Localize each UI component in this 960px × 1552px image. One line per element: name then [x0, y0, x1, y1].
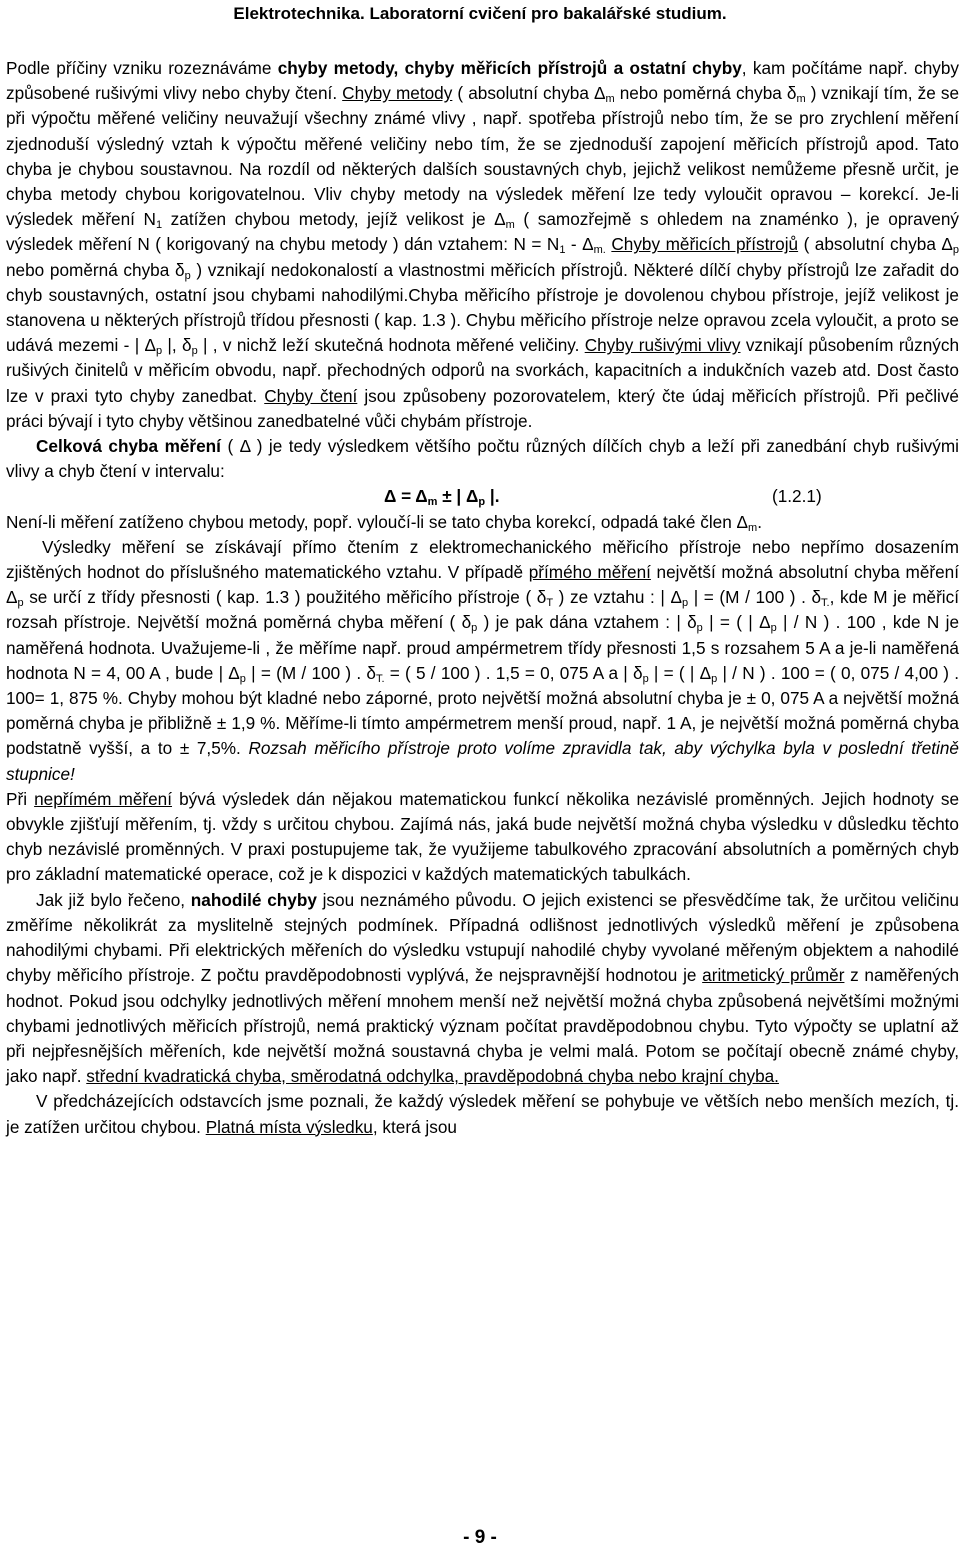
- underlined-term: nepřímém měření: [34, 788, 173, 809]
- subscript: T: [546, 597, 554, 610]
- subscript: T.: [821, 597, 830, 610]
- bold-term: nahodilé chyby: [190, 889, 317, 910]
- paragraph-5: Výsledky měření se získávají přímo čtením z elektromechanického měřicího přístroje nebo nepřímo dosazením zjištěných hodnot do příslušného matematického vztahu. V případě přímého měření největší možná absolutní chyba měření $\Delta_p$ se určí z třídy přesnosti ( kap. 1.3 ) použitého měřicího přístroje ( $\delta_T$ ) ze vztahu : | $\Delta_p$ | = (M / 100 ) . $\delta_{T.}$, kde M je měřicí rozsah přístroje. Největší možná poměrná chyba měření ( $\delta_p$ ) je pak dána vztahem : | $\delta_p$ | = ( | $\Delta_p$ | / N ) . 100 , kde N je naměřená hodnota. Uvažujeme-li , že měříme např. proud ampérmetrem třídy přesnosti 1,5 s rozsahem 5 A a je-li naměřená hodnota N = 4, 00 A , bude | $\Delta_p$ | = (M / 100 ) . $\delta_{T.}$ = ( 5 / 100 ) . 1,5 = 0, 075 A a | $\delta_p$ | = ( | $\Delta_p$ | / N ) . 100 = ( 0, 075 / 4,00 ) . 100= 1, 875 %. Chyby mohou být kladné nebo záporné, proto největší možná absolutní chyba je ± 0, 075 A a největší možná poměrná chyba je přibližně ± 1,9 %. Měříme-li tímto ampérmetrem menší proud, např. 1 A, je největší možná poměrná chyba podstatně vyšší, a to ± 7,5%. Rozsah měřicího přístroje proto volíme zpravidla tak, aby výchylka byla v poslední třetině stupnice!: [6, 536, 960, 784]
- subscript: p: [681, 597, 689, 610]
- subscript: m.: [593, 244, 606, 257]
- subscript: m: [605, 93, 615, 106]
- subscript: m: [748, 521, 758, 534]
- subscript: 1: [155, 219, 163, 232]
- subscript: m: [505, 219, 515, 232]
- italic-note: Rozsah měřicího přístroje proto volíme zpravidla tak, aby výchylka byla v poslední třetině stupnice!: [6, 738, 959, 784]
- paragraph-7: Jak již bylo řečeno, nahodilé chyby jsou neznámého původu. O jejich existenci se přesvědčíme tak, že určitou veličinu změříme několikrát za myslitelně stejných podmínek. Případná odlišnost jednotlivých výsledků měření je způsobena nahodilými chybami. Při elektrických měřeních do výsledku vstupují nahodilé chyby vyvolané měřeným objektem a nahodilé chyby měřicího přístroje. Z počtu pravděpodobnosti vyplývá, že nejspravnější hodnotou je aritmetický průměr z naměřených hodnot. Pokud jsou odchylky jednotlivých měření mnohem menší než největší možná chyba způsobená největšími možnými chybami jednotlivých měřicích přístrojů, nemá praktický význam počítat pravděpodobnou chybu. Tyto výpočty se uplatní až při nejpřesnějších měřeních, kde největší možná soustavná chyba je velmi malá. Potom se počítají obecně známé chyby, jako např. střední kvadratická chyba, směrodatná odchylka, pravděpodobná chyba nebo krajní chyba.: [6, 889, 960, 1087]
- subscript: p: [711, 672, 718, 685]
- subscript: p: [952, 244, 959, 257]
- underlined-term: přímého měření: [528, 562, 651, 583]
- running-header: Elektrotechnika. Laboratorní cvičení pro bakalářské studium.: [233, 4, 727, 23]
- subscript: 1: [559, 244, 566, 257]
- subscript: p: [184, 269, 191, 282]
- paragraph-4: Není-li měření zatíženo chybou metody, popř. vyloučí-li se tato chyba korekcí, odpadá také člen $\Delta_m$.: [6, 511, 762, 534]
- underlined-term: Platná místa výsledku: [205, 1116, 373, 1137]
- underlined-term: Chyby čtení: [264, 385, 358, 406]
- page-number: - 9 -: [463, 1527, 497, 1548]
- paragraph-6: Při nepřímém měření bývá výsledek dán nějakou matematickou funkcí několika nezávislé proměnných. Jejich hodnoty se obvykle zjišťují měřením, tj. vždy s určitou chybou. Zajímá nás, jaká bude největší možná chyba výsledku v důsledku těchto chyb nezávislé proměnných. V praxi postupujeme tak, že využijeme tabulkového zpracování absolutních a poměrných chyb pro základní matematické operace, což je k dispozici v každých matematických tabulkách.: [6, 788, 960, 885]
- bold-term: chyby metody, chyby měřicích přístrojů a ostatní chyby: [277, 58, 742, 78]
- underlined-term: aritmetický průměr: [702, 965, 845, 986]
- subscript: p: [770, 622, 777, 635]
- subscript: T.: [375, 672, 385, 685]
- subscript: p: [696, 622, 703, 635]
- subscript: p: [17, 597, 24, 610]
- document-body: [6, 56, 959, 1140]
- paragraph-2: Celková chyba měření ( Δ ) je tedy výsledkem většího počtu různých dílčích chyb a leží při zanedbání chyb rušivými vlivy a chyb čtení v intervalu:: [6, 436, 959, 482]
- underlined-term: Chyby měřicích přístrojů: [611, 234, 799, 255]
- subscript: m: [796, 93, 806, 106]
- subscript: p: [642, 672, 649, 685]
- bold-term: Celková chyba měření: [36, 436, 221, 457]
- equation-formula: $\Delta = \Delta_m$ ± | $\Delta_p$ |.: [384, 486, 500, 509]
- subscript: p: [155, 345, 163, 358]
- paragraph-8: V předcházejících odstavcích jsme poznali, že každý výsledek měření se pohybuje ve větších nebo menších mezích, tj. je zatížen určitou chybou. Platná místa výsledku, která jsou: [6, 1091, 959, 1137]
- underlined-term: Chyby rušivými vlivy: [584, 335, 741, 356]
- subscript: p: [471, 622, 478, 635]
- underlined-term: střední kvadratická chyba, směrodatná odchylka, pravděpodobná chyba nebo krajní chyba.: [86, 1066, 779, 1087]
- equation-number: (1.2.1): [772, 486, 822, 507]
- underlined-term: Chyby metody: [342, 83, 453, 104]
- subscript: p: [239, 672, 246, 685]
- equation-line: [6, 484, 959, 509]
- paragraph-1: Podle příčiny vzniku rozeznáváme chyby metody, chyby měřicích přístrojů a ostatní chyby, kam počítáme např. chyby způsobené rušivými vlivy nebo chyby čtení. Chyby metody ( absolutní chyba $\Delta_m$ nebo poměrná chyba $\delta_m$ ) vznikají tím, že se při výpočtu měřené veličiny neuvažují všechny známé vlivy , např. spotřeba přístrojů nebo tím, že se pro zrychlení měření zjednoduší výsledný vztah k výpočtu měřené veličiny nebo tím, že se zjednoduší zapojení měřicích přístrojů apod. Tato chyba je chybou soustavnou. Na rozdíl od některých dalších soustavných chyb, jejichž velikost nemůžeme přesně určit, je chyba metody chybou korigovatelnou. Vliv chyby metody na výsledek měření lze tedy vyloučit opravou – korekcí. Je-li výsledek měření $N_1$ zatížen chybou metody, jejíž velikost je $\Delta_m$ ( samozřejmě s ohledem na znaménko ), je opravený výsledek měření N ( korigovaný na chybu metody ) dán vztahem: $N = N_1 - \Delta_{m.}$ Chyby měřicích přístrojů ( absolutní chyba $\Delta_p$ nebo poměrná chyba $\delta_p$ ) vznikají nedokonalostí a vlastnostmi měřicích přístrojů. Některé dílčí chyby přístrojů lze zařadit do chyb soustavných, ostatní jsou chybami nahodilými.Chyba měřicího přístroje je dovolenou chybou přístroje, jejíž velikost je stanovena u některých přístrojů třídou přesnosti ( kap. 1.3 ). Chybu měřicího přístroje nelze opravou zcela vyloučit, a proto se udává mezemi - | $\Delta_p$ |, $\delta_p$ | , v nichž leží skutečná hodnota měřené veličiny. Chyby rušivými vlivy vznikají působením různých rušivých činitelů v měřicím obvodu, např. přechodných odporů na svorkách, kapacitních a indukčních vazeb atd. Dost často lze v praxi tyto chyby zanedbat. Chyby čtení jsou způsobeny pozorovatelem, který čte údaj měřicích přístrojů. Při pečlivé práci bývají i tyto chyby většinou zanedbatelné vůči chybám přístroje.: [6, 58, 960, 431]
- subscript: p: [191, 345, 198, 358]
